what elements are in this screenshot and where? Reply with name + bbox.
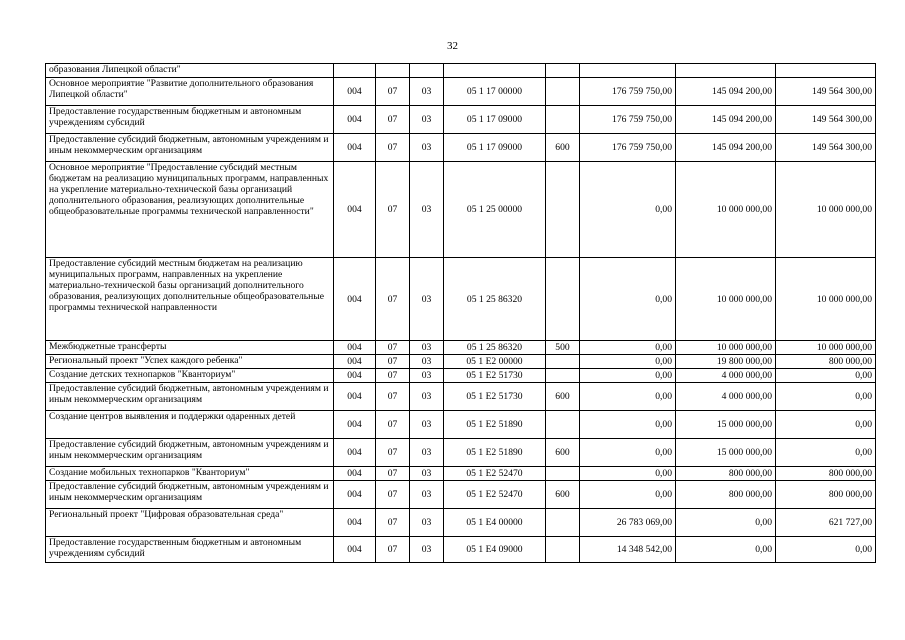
section-code: 07 bbox=[376, 383, 410, 411]
amount-year-3: 149 564 300,00 bbox=[776, 78, 876, 106]
table-row bbox=[46, 411, 876, 439]
table-row bbox=[46, 509, 876, 537]
table-row bbox=[46, 162, 876, 258]
expense-type-code bbox=[546, 509, 580, 537]
amount-year-3: 0,00 bbox=[776, 439, 876, 467]
section-code: 07 bbox=[376, 439, 410, 467]
target-article-code: 05 1 E2 52470 bbox=[444, 481, 546, 509]
expense-type-code: 600 bbox=[546, 134, 580, 162]
expense-type-code bbox=[546, 162, 580, 258]
expense-type-code: 600 bbox=[546, 383, 580, 411]
amount-year-1: 176 759 750,00 bbox=[580, 78, 676, 106]
amount-year-1: 0,00 bbox=[580, 411, 676, 439]
section-code: 07 bbox=[376, 481, 410, 509]
budget-table bbox=[45, 63, 876, 563]
target-article-code: 05 1 E2 51730 bbox=[444, 369, 546, 383]
amount-year-1: 0,00 bbox=[580, 355, 676, 369]
target-article-code: 05 1 25 86320 bbox=[444, 341, 546, 355]
expense-type-code: 600 bbox=[546, 481, 580, 509]
table-row bbox=[46, 481, 876, 509]
row-name: Предоставление государственным бюджетным и автономным учреждениям субсидий bbox=[46, 537, 334, 563]
subsection-code: 03 bbox=[410, 355, 444, 369]
admin-code: 004 bbox=[334, 355, 376, 369]
expense-type-code bbox=[546, 64, 580, 78]
section-code: 07 bbox=[376, 106, 410, 134]
admin-code: 004 bbox=[334, 481, 376, 509]
table-row bbox=[46, 78, 876, 106]
amount-year-2: 800 000,00 bbox=[676, 467, 776, 481]
amount-year-3: 800 000,00 bbox=[776, 355, 876, 369]
row-name: Региональный проект "Цифровая образовательная среда" bbox=[46, 509, 334, 537]
amount-year-1: 176 759 750,00 bbox=[580, 106, 676, 134]
table-row bbox=[46, 537, 876, 563]
table-row bbox=[46, 258, 876, 341]
admin-code: 004 bbox=[334, 106, 376, 134]
subsection-code: 03 bbox=[410, 481, 444, 509]
amount-year-2: 0,00 bbox=[676, 509, 776, 537]
table-row bbox=[46, 439, 876, 467]
amount-year-2: 15 000 000,00 bbox=[676, 439, 776, 467]
expense-type-code: 600 bbox=[546, 439, 580, 467]
section-code: 07 bbox=[376, 369, 410, 383]
row-name: Основное мероприятие "Развитие дополнительного образования Липецкой области" bbox=[46, 78, 334, 106]
amount-year-3: 149 564 300,00 bbox=[776, 106, 876, 134]
amount-year-3: 621 727,00 bbox=[776, 509, 876, 537]
table-row bbox=[46, 369, 876, 383]
subsection-code: 03 bbox=[410, 383, 444, 411]
amount-year-1: 0,00 bbox=[580, 369, 676, 383]
admin-code: 004 bbox=[334, 78, 376, 106]
admin-code: 004 bbox=[334, 467, 376, 481]
section-code: 07 bbox=[376, 509, 410, 537]
subsection-code: 03 bbox=[410, 341, 444, 355]
amount-year-3: 10 000 000,00 bbox=[776, 341, 876, 355]
section-code: 07 bbox=[376, 411, 410, 439]
section-code: 07 bbox=[376, 134, 410, 162]
expense-type-code bbox=[546, 78, 580, 106]
section-code: 07 bbox=[376, 162, 410, 258]
admin-code: 004 bbox=[334, 134, 376, 162]
admin-code: 004 bbox=[334, 383, 376, 411]
subsection-code: 03 bbox=[410, 509, 444, 537]
amount-year-1: 14 348 542,00 bbox=[580, 537, 676, 563]
table-row bbox=[46, 467, 876, 481]
row-name: Предоставление субсидий бюджетным, автономным учреждениям и иным некоммерческим организациям bbox=[46, 481, 334, 509]
table-row bbox=[46, 134, 876, 162]
section-code: 07 bbox=[376, 537, 410, 563]
section-code bbox=[376, 64, 410, 78]
section-code: 07 bbox=[376, 467, 410, 481]
row-name: Предоставление субсидий бюджетным, автономным учреждениям и иным некоммерческим организациям bbox=[46, 134, 334, 162]
target-article-code: 05 1 E2 00000 bbox=[444, 355, 546, 369]
target-article-code: 05 1 E2 52470 bbox=[444, 467, 546, 481]
admin-code: 004 bbox=[334, 258, 376, 341]
amount-year-3 bbox=[776, 64, 876, 78]
amount-year-3: 0,00 bbox=[776, 383, 876, 411]
amount-year-3: 10 000 000,00 bbox=[776, 162, 876, 258]
subsection-code: 03 bbox=[410, 258, 444, 341]
amount-year-1: 0,00 bbox=[580, 383, 676, 411]
subsection-code: 03 bbox=[410, 467, 444, 481]
amount-year-3: 0,00 bbox=[776, 537, 876, 563]
row-name: Предоставление государственным бюджетным и автономным учреждениям субсидий bbox=[46, 106, 334, 134]
target-article-code: 05 1 E4 00000 bbox=[444, 509, 546, 537]
amount-year-1: 0,00 bbox=[580, 481, 676, 509]
section-code: 07 bbox=[376, 258, 410, 341]
amount-year-1: 176 759 750,00 bbox=[580, 134, 676, 162]
admin-code: 004 bbox=[334, 439, 376, 467]
section-code: 07 bbox=[376, 341, 410, 355]
target-article-code bbox=[444, 64, 546, 78]
amount-year-1: 0,00 bbox=[580, 439, 676, 467]
amount-year-2: 10 000 000,00 bbox=[676, 341, 776, 355]
expense-type-code bbox=[546, 355, 580, 369]
subsection-code: 03 bbox=[410, 162, 444, 258]
amount-year-3: 800 000,00 bbox=[776, 467, 876, 481]
table-row bbox=[46, 383, 876, 411]
amount-year-2: 15 000 000,00 bbox=[676, 411, 776, 439]
expense-type-code bbox=[546, 467, 580, 481]
table-row bbox=[46, 106, 876, 134]
expense-type-code bbox=[546, 258, 580, 341]
amount-year-2: 800 000,00 bbox=[676, 481, 776, 509]
amount-year-2: 0,00 bbox=[676, 537, 776, 563]
amount-year-1: 0,00 bbox=[580, 258, 676, 341]
admin-code: 004 bbox=[334, 509, 376, 537]
subsection-code: 03 bbox=[410, 537, 444, 563]
admin-code: 004 bbox=[334, 162, 376, 258]
row-name: Предоставление субсидий бюджетным, автономным учреждениям и иным некоммерческим организациям bbox=[46, 383, 334, 411]
row-name: Региональный проект "Успех каждого ребенка" bbox=[46, 355, 334, 369]
admin-code: 004 bbox=[334, 411, 376, 439]
amount-year-2: 4 000 000,00 bbox=[676, 369, 776, 383]
target-article-code: 05 1 25 86320 bbox=[444, 258, 546, 341]
row-name: образования Липецкой области" bbox=[46, 64, 334, 78]
expense-type-code bbox=[546, 537, 580, 563]
amount-year-1: 0,00 bbox=[580, 467, 676, 481]
amount-year-2: 19 800 000,00 bbox=[676, 355, 776, 369]
amount-year-2: 10 000 000,00 bbox=[676, 162, 776, 258]
amount-year-3: 0,00 bbox=[776, 369, 876, 383]
target-article-code: 05 1 E4 09000 bbox=[444, 537, 546, 563]
row-name: Создание мобильных технопарков "Кванториум" bbox=[46, 467, 334, 481]
row-name: Создание центров выявления и поддержки одаренных детей bbox=[46, 411, 334, 439]
amount-year-1 bbox=[580, 64, 676, 78]
admin-code: 004 bbox=[334, 537, 376, 563]
target-article-code: 05 1 17 09000 bbox=[444, 134, 546, 162]
expense-type-code bbox=[546, 411, 580, 439]
target-article-code: 05 1 E2 51730 bbox=[444, 383, 546, 411]
admin-code bbox=[334, 64, 376, 78]
admin-code: 004 bbox=[334, 341, 376, 355]
amount-year-3: 10 000 000,00 bbox=[776, 258, 876, 341]
amount-year-3: 800 000,00 bbox=[776, 481, 876, 509]
subsection-code: 03 bbox=[410, 411, 444, 439]
amount-year-2: 145 094 200,00 bbox=[676, 78, 776, 106]
section-code: 07 bbox=[376, 355, 410, 369]
subsection-code: 03 bbox=[410, 369, 444, 383]
subsection-code: 03 bbox=[410, 78, 444, 106]
subsection-code bbox=[410, 64, 444, 78]
target-article-code: 05 1 17 09000 bbox=[444, 106, 546, 134]
amount-year-2: 145 094 200,00 bbox=[676, 134, 776, 162]
target-article-code: 05 1 25 00000 bbox=[444, 162, 546, 258]
subsection-code: 03 bbox=[410, 106, 444, 134]
target-article-code: 05 1 17 00000 bbox=[444, 78, 546, 106]
amount-year-2: 10 000 000,00 bbox=[676, 258, 776, 341]
table-row bbox=[46, 355, 876, 369]
amount-year-3: 149 564 300,00 bbox=[776, 134, 876, 162]
expense-type-code bbox=[546, 369, 580, 383]
subsection-code: 03 bbox=[410, 134, 444, 162]
amount-year-1: 0,00 bbox=[580, 162, 676, 258]
row-name: Предоставление субсидий местным бюджетам на реализацию муниципальных программ, направленных на укрепление материально-технической базы организаций дополнительного образования, реализующих дополнительные общеобразовательные программы технической направленности bbox=[46, 258, 334, 341]
subsection-code: 03 bbox=[410, 439, 444, 467]
section-code: 07 bbox=[376, 78, 410, 106]
amount-year-1: 26 783 069,00 bbox=[580, 509, 676, 537]
table-row bbox=[46, 64, 876, 78]
target-article-code: 05 1 E2 51890 bbox=[444, 439, 546, 467]
amount-year-1: 0,00 bbox=[580, 341, 676, 355]
expense-type-code: 500 bbox=[546, 341, 580, 355]
amount-year-2: 4 000 000,00 bbox=[676, 383, 776, 411]
page-number: 32 bbox=[447, 40, 458, 52]
amount-year-2 bbox=[676, 64, 776, 78]
row-name: Предоставление субсидий бюджетным, автономным учреждениям и иным некоммерческим организациям bbox=[46, 439, 334, 467]
amount-year-2: 145 094 200,00 bbox=[676, 106, 776, 134]
row-name: Основное мероприятие "Предоставление субсидий местным бюджетам на реализацию муниципальных программ, направленных на укрепление материально-технической базы организаций дополнительного образования, реализующих дополнительные общеобразовательные программы технической направленности" bbox=[46, 162, 334, 258]
table-row bbox=[46, 341, 876, 355]
row-name: Межбюджетные трансферты bbox=[46, 341, 334, 355]
row-name: Создание детских технопарков "Кванториум" bbox=[46, 369, 334, 383]
target-article-code: 05 1 E2 51890 bbox=[444, 411, 546, 439]
amount-year-3: 0,00 bbox=[776, 411, 876, 439]
admin-code: 004 bbox=[334, 369, 376, 383]
expense-type-code bbox=[546, 106, 580, 134]
